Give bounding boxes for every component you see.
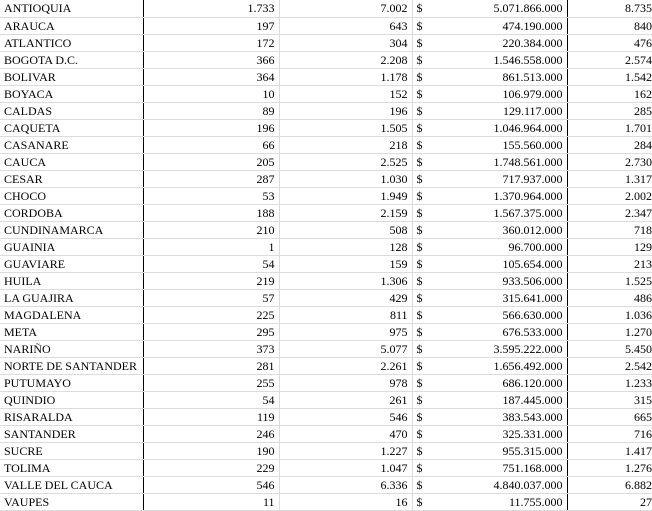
currency-symbol-cell[interactable]: $ <box>412 323 424 340</box>
col-a-cell[interactable]: 66 <box>143 136 279 153</box>
amount-cell[interactable]: 129.117.000 <box>424 102 567 119</box>
col-d-cell[interactable]: 2.542 <box>567 357 652 374</box>
col-d-cell[interactable]: 162 <box>567 85 652 102</box>
table-row <box>0 170 652 187</box>
table-row <box>0 357 652 374</box>
col-d-cell[interactable]: 665 <box>567 408 652 425</box>
col-d-cell[interactable]: 1.525 <box>567 272 652 289</box>
currency-symbol-cell[interactable]: $ <box>412 34 424 51</box>
col-a-cell[interactable]: 205 <box>143 153 279 170</box>
col-a-cell[interactable]: 54 <box>143 255 279 272</box>
department-cell[interactable]: LA GUAJIRA <box>0 289 143 306</box>
col-b-cell[interactable]: 1.306 <box>279 272 412 289</box>
col-b-cell[interactable]: 643 <box>279 17 412 34</box>
currency-symbol-cell[interactable]: $ <box>412 153 424 170</box>
amount-cell[interactable]: 187.445.000 <box>424 391 567 408</box>
col-a-cell[interactable]: 210 <box>143 221 279 238</box>
currency-symbol-cell[interactable]: $ <box>412 374 424 391</box>
currency-symbol-cell[interactable]: $ <box>412 0 424 17</box>
table-row <box>0 119 652 136</box>
table-row <box>0 136 652 153</box>
amount-cell[interactable]: 717.937.000 <box>424 170 567 187</box>
col-a-cell[interactable]: 89 <box>143 102 279 119</box>
currency-symbol-cell[interactable]: $ <box>412 238 424 255</box>
col-d-cell[interactable]: 1.233 <box>567 374 652 391</box>
col-a-cell[interactable]: 10 <box>143 85 279 102</box>
col-d-cell[interactable]: 716 <box>567 425 652 442</box>
amount-cell[interactable]: 1.748.561.000 <box>424 153 567 170</box>
col-a-cell[interactable]: 295 <box>143 323 279 340</box>
col-d-cell[interactable]: 486 <box>567 289 652 306</box>
col-b-cell[interactable]: 975 <box>279 323 412 340</box>
table-row <box>0 68 652 85</box>
col-a-cell[interactable]: 1 <box>143 238 279 255</box>
col-b-cell[interactable]: 1.047 <box>279 459 412 476</box>
amount-cell[interactable]: 474.190.000 <box>424 17 567 34</box>
currency-symbol-cell[interactable]: $ <box>412 170 424 187</box>
col-a-cell[interactable]: 188 <box>143 204 279 221</box>
col-b-cell[interactable]: 304 <box>279 34 412 51</box>
col-d-cell[interactable]: 6.882 <box>567 476 652 493</box>
table-row <box>0 102 652 119</box>
col-b-cell[interactable]: 218 <box>279 136 412 153</box>
amount-cell[interactable]: 155.560.000 <box>424 136 567 153</box>
currency-symbol-cell[interactable]: $ <box>412 391 424 408</box>
table-row <box>0 51 652 68</box>
currency-symbol-cell[interactable]: $ <box>412 425 424 442</box>
currency-symbol-cell[interactable]: $ <box>412 68 424 85</box>
col-b-cell[interactable]: 2.208 <box>279 51 412 68</box>
col-b-cell[interactable]: 261 <box>279 391 412 408</box>
col-b-cell[interactable]: 6.336 <box>279 476 412 493</box>
department-cell[interactable]: CASANARE <box>0 136 143 153</box>
currency-symbol-cell[interactable]: $ <box>412 187 424 204</box>
col-a-cell[interactable]: 172 <box>143 34 279 51</box>
col-a-cell[interactable]: 255 <box>143 374 279 391</box>
col-d-cell[interactable]: 284 <box>567 136 652 153</box>
currency-symbol-cell[interactable]: $ <box>412 289 424 306</box>
col-d-cell[interactable]: 5.450 <box>567 340 652 357</box>
col-d-cell[interactable]: 718 <box>567 221 652 238</box>
table-row <box>0 187 652 204</box>
amount-cell[interactable]: 1.046.964.000 <box>424 119 567 136</box>
col-b-cell[interactable]: 546 <box>279 408 412 425</box>
col-a-cell[interactable]: 366 <box>143 51 279 68</box>
table-row <box>0 221 652 238</box>
department-cell[interactable]: GUAINIA <box>0 238 143 255</box>
table-row <box>0 272 652 289</box>
col-d-cell[interactable]: 2.730 <box>567 153 652 170</box>
amount-cell[interactable]: 315.641.000 <box>424 289 567 306</box>
col-b-cell[interactable]: 16 <box>279 493 412 510</box>
col-b-cell[interactable]: 7.002 <box>279 0 412 17</box>
department-cell[interactable]: VAUPES <box>0 493 143 510</box>
table-row <box>0 425 652 442</box>
table-row <box>0 255 652 272</box>
table-row <box>0 476 652 493</box>
table-row <box>0 17 652 34</box>
col-b-cell[interactable]: 196 <box>279 102 412 119</box>
department-cell[interactable]: CAQUETA <box>0 119 143 136</box>
col-a-cell[interactable]: 196 <box>143 119 279 136</box>
amount-cell[interactable]: 220.384.000 <box>424 34 567 51</box>
department-cell[interactable]: CALDAS <box>0 102 143 119</box>
amount-cell[interactable]: 1.370.964.000 <box>424 187 567 204</box>
department-cell[interactable]: ARAUCA <box>0 17 143 34</box>
currency-symbol-cell[interactable]: $ <box>412 442 424 459</box>
amount-cell[interactable]: 933.506.000 <box>424 272 567 289</box>
col-a-cell[interactable]: 54 <box>143 391 279 408</box>
table-row <box>0 442 652 459</box>
table-row <box>0 340 652 357</box>
department-cell[interactable]: CORDOBA <box>0 204 143 221</box>
amount-cell[interactable]: 686.120.000 <box>424 374 567 391</box>
col-b-cell[interactable]: 1.227 <box>279 442 412 459</box>
col-b-cell[interactable]: 159 <box>279 255 412 272</box>
col-b-cell[interactable]: 5.077 <box>279 340 412 357</box>
table-row <box>0 0 652 17</box>
table-row <box>0 289 652 306</box>
table-row <box>0 34 652 51</box>
col-b-cell[interactable]: 128 <box>279 238 412 255</box>
department-cell[interactable]: SANTANDER <box>0 425 143 442</box>
col-d-cell[interactable]: 1.701 <box>567 119 652 136</box>
department-cell[interactable]: GUAVIARE <box>0 255 143 272</box>
department-cell[interactable]: ATLANTICO <box>0 34 143 51</box>
col-d-cell[interactable]: 840 <box>567 17 652 34</box>
amount-cell[interactable]: 1.567.375.000 <box>424 204 567 221</box>
col-b-cell[interactable]: 429 <box>279 289 412 306</box>
department-cell[interactable]: CHOCO <box>0 187 143 204</box>
table-row <box>0 306 652 323</box>
table-row <box>0 153 652 170</box>
col-d-cell[interactable]: 476 <box>567 34 652 51</box>
col-a-cell[interactable]: 57 <box>143 289 279 306</box>
amount-cell[interactable]: 11.755.000 <box>424 493 567 510</box>
department-cell[interactable]: MAGDALENA <box>0 306 143 323</box>
col-a-cell[interactable]: 197 <box>143 17 279 34</box>
currency-symbol-cell[interactable]: $ <box>412 136 424 153</box>
col-d-cell[interactable]: 129 <box>567 238 652 255</box>
col-a-cell[interactable]: 546 <box>143 476 279 493</box>
col-a-cell[interactable]: 190 <box>143 442 279 459</box>
col-a-cell[interactable]: 1.733 <box>143 0 279 17</box>
col-b-cell[interactable]: 1.505 <box>279 119 412 136</box>
col-a-cell[interactable]: 225 <box>143 306 279 323</box>
col-d-cell[interactable]: 285 <box>567 102 652 119</box>
col-b-cell[interactable]: 1.030 <box>279 170 412 187</box>
amount-cell[interactable]: 360.012.000 <box>424 221 567 238</box>
col-d-cell[interactable]: 315 <box>567 391 652 408</box>
currency-symbol-cell[interactable]: $ <box>412 340 424 357</box>
col-d-cell[interactable]: 213 <box>567 255 652 272</box>
col-d-cell[interactable]: 2.574 <box>567 51 652 68</box>
col-d-cell[interactable]: 2.002 <box>567 187 652 204</box>
amount-cell[interactable]: 751.168.000 <box>424 459 567 476</box>
table-row <box>0 85 652 102</box>
col-a-cell[interactable]: 229 <box>143 459 279 476</box>
department-cell[interactable]: META <box>0 323 143 340</box>
currency-symbol-cell[interactable]: $ <box>412 221 424 238</box>
col-b-cell[interactable]: 1.178 <box>279 68 412 85</box>
col-d-cell[interactable]: 1.417 <box>567 442 652 459</box>
currency-symbol-cell[interactable]: $ <box>412 306 424 323</box>
table-row <box>0 459 652 476</box>
amount-cell[interactable]: 5.071.866.000 <box>424 0 567 17</box>
col-b-cell[interactable]: 152 <box>279 85 412 102</box>
department-cell[interactable]: NORTE DE SANTANDER <box>0 357 143 374</box>
department-cell[interactable]: CUNDINAMARCA <box>0 221 143 238</box>
col-a-cell[interactable]: 11 <box>143 493 279 510</box>
amount-cell[interactable]: 566.630.000 <box>424 306 567 323</box>
currency-symbol-cell[interactable]: $ <box>412 272 424 289</box>
currency-symbol-cell[interactable]: $ <box>412 408 424 425</box>
table-row <box>0 493 652 510</box>
col-b-cell[interactable]: 2.261 <box>279 357 412 374</box>
department-cell[interactable]: VALLE DEL CAUCA <box>0 476 143 493</box>
table-row <box>0 323 652 340</box>
col-a-cell[interactable]: 219 <box>143 272 279 289</box>
department-cell[interactable]: ANTIOQUIA <box>0 0 143 17</box>
table-row <box>0 408 652 425</box>
table-row <box>0 391 652 408</box>
amount-cell[interactable]: 96.700.000 <box>424 238 567 255</box>
col-b-cell[interactable]: 508 <box>279 221 412 238</box>
col-a-cell[interactable]: 246 <box>143 425 279 442</box>
currency-symbol-cell[interactable]: $ <box>412 17 424 34</box>
department-cell[interactable]: BOLIVAR <box>0 68 143 85</box>
currency-symbol-cell[interactable]: $ <box>412 119 424 136</box>
col-d-cell[interactable]: 27 <box>567 493 652 510</box>
department-cell[interactable]: NARIÑO <box>0 340 143 357</box>
amount-cell[interactable]: 955.315.000 <box>424 442 567 459</box>
col-b-cell[interactable]: 470 <box>279 425 412 442</box>
department-cell[interactable]: QUINDIO <box>0 391 143 408</box>
currency-symbol-cell[interactable]: $ <box>412 204 424 221</box>
col-d-cell[interactable]: 1.270 <box>567 323 652 340</box>
currency-symbol-cell[interactable]: $ <box>412 459 424 476</box>
department-cell[interactable]: BOGOTA D.C. <box>0 51 143 68</box>
col-d-cell[interactable]: 1.317 <box>567 170 652 187</box>
department-cell[interactable]: BOYACA <box>0 85 143 102</box>
table-row <box>0 238 652 255</box>
table-row <box>0 204 652 221</box>
department-cell[interactable]: CAUCA <box>0 153 143 170</box>
currency-symbol-cell[interactable]: $ <box>412 85 424 102</box>
amount-cell[interactable]: 861.513.000 <box>424 68 567 85</box>
department-cell[interactable]: RISARALDA <box>0 408 143 425</box>
col-b-cell[interactable]: 978 <box>279 374 412 391</box>
col-b-cell[interactable]: 2.525 <box>279 153 412 170</box>
department-cell[interactable]: SUCRE <box>0 442 143 459</box>
amount-cell[interactable]: 676.533.000 <box>424 323 567 340</box>
department-cell[interactable]: PUTUMAYO <box>0 374 143 391</box>
col-a-cell[interactable]: 373 <box>143 340 279 357</box>
col-d-cell[interactable]: 1.542 <box>567 68 652 85</box>
col-a-cell[interactable]: 364 <box>143 68 279 85</box>
department-cell[interactable]: CESAR <box>0 170 143 187</box>
amount-cell[interactable]: 105.654.000 <box>424 255 567 272</box>
department-cell[interactable]: TOLIMA <box>0 459 143 476</box>
amount-cell[interactable]: 3.595.222.000 <box>424 340 567 357</box>
currency-symbol-cell[interactable]: $ <box>412 476 424 493</box>
amount-cell[interactable]: 4.840.037.000 <box>424 476 567 493</box>
amount-cell[interactable]: 383.543.000 <box>424 408 567 425</box>
amount-cell[interactable]: 1.546.558.000 <box>424 51 567 68</box>
col-d-cell[interactable]: 8.735 <box>567 0 652 17</box>
currency-symbol-cell[interactable]: $ <box>412 357 424 374</box>
col-a-cell[interactable]: 281 <box>143 357 279 374</box>
col-a-cell[interactable]: 53 <box>143 187 279 204</box>
currency-symbol-cell[interactable]: $ <box>412 493 424 510</box>
currency-symbol-cell[interactable]: $ <box>412 51 424 68</box>
amount-cell[interactable]: 325.331.000 <box>424 425 567 442</box>
col-d-cell[interactable]: 2.347 <box>567 204 652 221</box>
col-b-cell[interactable]: 2.159 <box>279 204 412 221</box>
amount-cell[interactable]: 106.979.000 <box>424 85 567 102</box>
amount-cell[interactable]: 1.656.492.000 <box>424 357 567 374</box>
department-cell[interactable]: HUILA <box>0 272 143 289</box>
table-row <box>0 374 652 391</box>
col-d-cell[interactable]: 1.276 <box>567 459 652 476</box>
col-b-cell[interactable]: 811 <box>279 306 412 323</box>
col-a-cell[interactable]: 119 <box>143 408 279 425</box>
currency-symbol-cell[interactable]: $ <box>412 102 424 119</box>
currency-symbol-cell[interactable]: $ <box>412 255 424 272</box>
col-d-cell[interactable]: 1.036 <box>567 306 652 323</box>
col-b-cell[interactable]: 1.949 <box>279 187 412 204</box>
col-a-cell[interactable]: 287 <box>143 170 279 187</box>
